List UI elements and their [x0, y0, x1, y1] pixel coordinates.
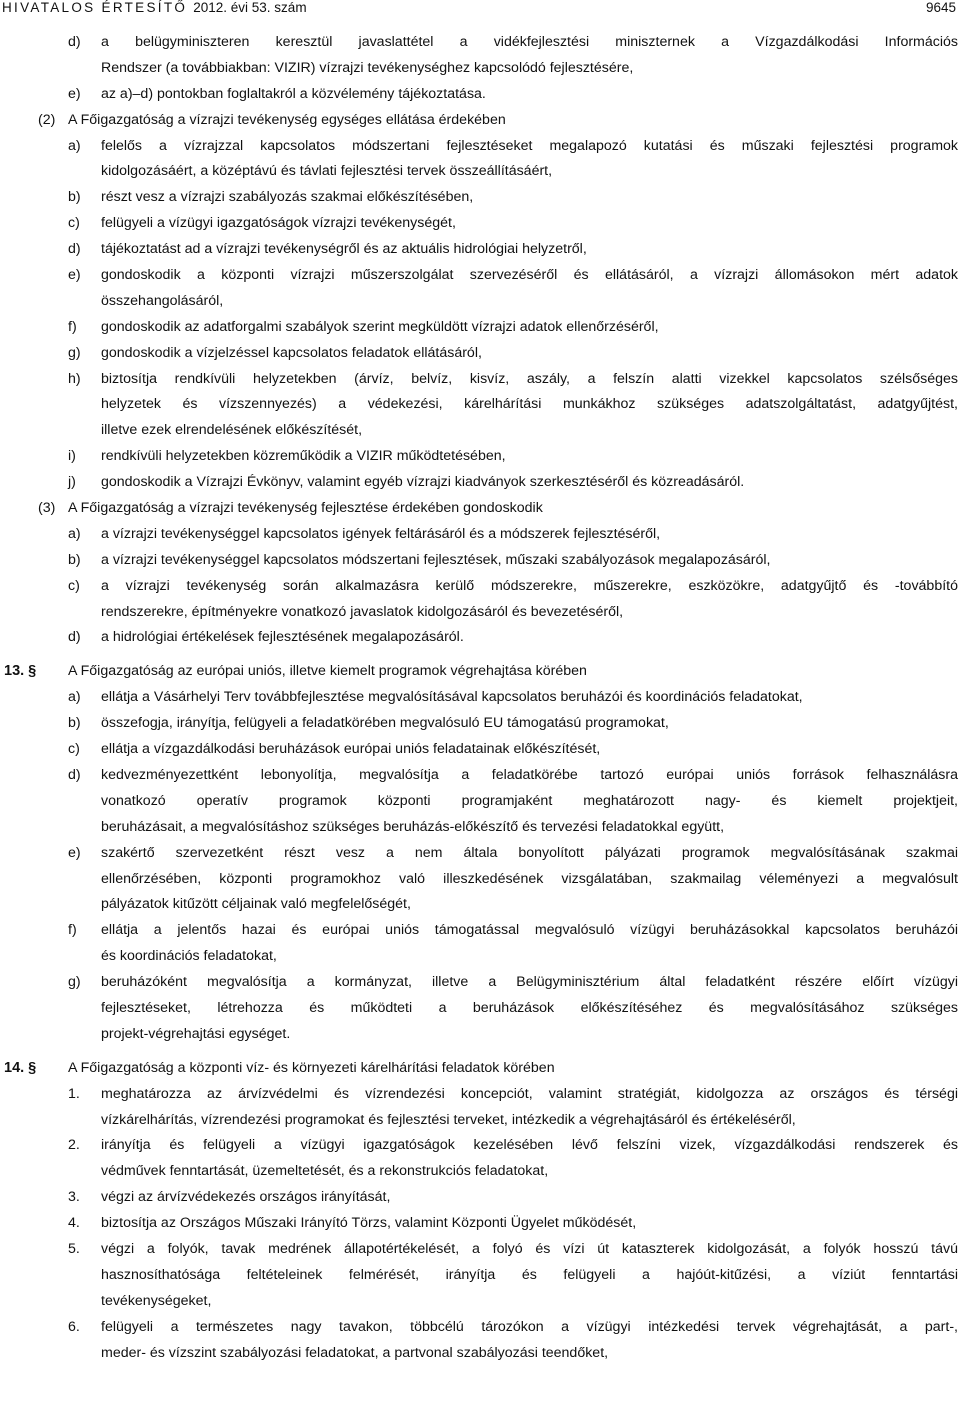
line-text: a vízrajzi tevékenységgel kapcsolatos igények feltárásáról és a módszerek fejlesztéséről,: [101, 525, 661, 542]
text-line: [0, 289, 960, 315]
text-line: [0, 159, 960, 185]
text-line: [0, 892, 960, 918]
line-text: összehangolásáról,: [101, 292, 224, 309]
text-line: [0, 134, 960, 160]
line-text: kidolgozásáért, a középtávú és távlati fejlesztési tervek összeállításáért,: [101, 163, 553, 180]
line-text: gondoskodik a Vízrajzi Évkönyv, valamint egyéb vízrajzi kiadványok szerkesztéséről és közreadásáról.: [101, 474, 745, 491]
text-line: [0, 737, 960, 763]
item-marker: g): [68, 344, 81, 361]
item-marker: d): [68, 241, 81, 258]
item-marker: 3.: [68, 1189, 80, 1206]
line-text: a belügyminiszteren keresztül javaslattétel a vidékfejlesztési miniszternek a Vízgazdálkodási Információs: [101, 34, 958, 50]
text-line: [0, 470, 960, 496]
text-line: [0, 1108, 960, 1134]
line-text: végzi az árvízvédekezés országos irányítását,: [101, 1189, 391, 1206]
line-text: meghatározza az árvízvédelmi és vízrendezési koncepciót, valamint stratégiát, kidolgozza az országos és térségi: [101, 1085, 958, 1102]
document-body: [0, 30, 960, 1366]
line-text: és koordinációs feladatokat,: [101, 948, 277, 965]
line-text: felelős a vízrajzzal kapcsolatos módszertani fejlesztéseket megalapozó kutatási és műszaki fejlesztési programok: [101, 137, 958, 154]
text-line: [0, 1237, 960, 1263]
page-number: 9645: [925, 0, 956, 15]
line-text: A Főigazgatóság az európai uniós, illetve kiemelt programok végrehajtása körében: [68, 663, 587, 680]
item-marker: e): [68, 267, 81, 284]
text-line: [0, 763, 960, 789]
line-text: irányítja és felügyeli a vízügyi igazgatóságok kezelésében lévő felszíni vizek, vízgazdálkodási rendszerek és: [101, 1137, 958, 1154]
item-marker: 2.: [68, 1137, 80, 1154]
text-line: [0, 444, 960, 470]
item-marker: f): [68, 922, 77, 939]
text-line: [0, 918, 960, 944]
text-line: [0, 211, 960, 237]
text-line: [0, 867, 960, 893]
line-text: illetve ezek elrendelésének előkészítését,: [101, 422, 363, 439]
item-marker: b): [68, 189, 81, 206]
text-line: [0, 815, 960, 841]
text-line: [0, 1022, 960, 1048]
text-line: [0, 367, 960, 393]
item-marker: 5.: [68, 1240, 80, 1257]
text-line: [0, 1263, 960, 1289]
text-line: [0, 970, 960, 996]
line-text: szakértő szervezetként részt vesz a nem általa bonyolított pályázati programok megvalósításának szakmai: [101, 844, 958, 861]
line-text: gondoskodik az adatforgalmi szabályok szerint megküldött vízrajzi adatok ellenőrzéséről,: [101, 318, 659, 335]
line-text: végzi a folyók, tavak medrének állapotértékelését, a folyó és vízi út kataszterek kidolgozását, a folyók hosszú távú: [101, 1240, 958, 1257]
line-text: vonatkozó operatív programok központi programjaként meghatározott nagy- és kiemelt projektjeit,: [101, 792, 958, 809]
text-line: [0, 1159, 960, 1185]
line-text: pályázatok kitűzött céljainak való megfelelőségét,: [101, 896, 411, 913]
text-line: [0, 392, 960, 418]
line-text: gondoskodik a vízjelzéssel kapcsolatos feladatok ellátásáról,: [101, 344, 482, 361]
line-text: a vízrajzi tevékenységgel kapcsolatos módszertani fejlesztések, műszaki szabályozások megalapozásáról,: [101, 551, 771, 568]
text-line: [0, 315, 960, 341]
item-marker: c): [68, 215, 80, 232]
item-marker: f): [68, 318, 77, 335]
issue-number: 2012. évi 53. szám: [193, 0, 307, 15]
line-text: összefogja, irányítja, felügyeli a feladatkörében megvalósuló EU támogatású programokat,: [101, 715, 669, 732]
text-line: [0, 996, 960, 1022]
item-marker: j): [68, 474, 76, 491]
line-text: projekt-végrehajtási egységet.: [101, 1025, 291, 1042]
line-text: biztosítja rendkívüli helyzetekben (árvíz, belvíz, kisvíz, aszály, a felszín alatti vizekkel kapcsolatos szélsőséges: [101, 370, 958, 387]
item-marker: 1.: [68, 1085, 80, 1102]
line-text: a vízrajzi tevékenység során alkalmazásra kerülő módszerekre, műszerekre, eszközökre, adatgyűjtő és -továbbító: [101, 577, 958, 594]
item-marker: e): [68, 85, 81, 102]
text-line: [0, 496, 960, 522]
section-number: 14. §: [4, 1059, 37, 1076]
item-marker: d): [68, 34, 81, 50]
line-text: az a)–d) pontokban foglaltakról a közvélemény tájékoztatása.: [101, 85, 486, 102]
page-header: [0, 0, 960, 20]
text-line: [0, 108, 960, 134]
line-text: vízkárelhárítás, vízrendezési programokat és fejlesztési terveket, intézkedik a végrehajtásáról és értékeléséről,: [101, 1111, 796, 1128]
text-line: [0, 30, 960, 56]
line-text: biztosítja az Országos Műszaki Irányító Törzs, valamint Központi Ügyelet működését,: [101, 1215, 637, 1232]
line-text: helyzetek és vízszennyezés) a védekezési, kárelhárítási munkákhoz szükséges adatszolgáltatást, adatgyűjtést,: [101, 396, 958, 413]
text-line: [0, 418, 960, 444]
item-marker: a): [68, 137, 81, 154]
text-line: [0, 185, 960, 211]
text-line: [0, 1082, 960, 1108]
line-text: felügyeli a vízügyi igazgatóságok vízrajzi tevékenységét,: [101, 215, 456, 232]
text-line: [0, 1315, 960, 1341]
section-heading: [0, 659, 960, 685]
item-marker: c): [68, 577, 80, 594]
item-marker: b): [68, 551, 81, 568]
text-line: [0, 56, 960, 82]
item-marker: (3): [38, 500, 56, 517]
text-line: [0, 944, 960, 970]
line-text: A Főigazgatóság a vízrajzi tevékenység fejlesztése érdekében gondoskodik: [68, 500, 543, 517]
line-text: rendkívüli helyzetekben közreműködik a VIZIR működtetésében,: [101, 448, 506, 465]
item-marker: a): [68, 689, 81, 706]
line-text: ellátja a Vásárhelyi Terv továbbfejlesztése megvalósításával kapcsolatos beruházói és koordinációs feladatokat,: [101, 689, 803, 706]
line-text: beruházóként megvalósítja a kormányzat, illetve a Belügyminisztérium által feladatként részére előírt vízügyi: [101, 974, 958, 991]
item-marker: e): [68, 844, 81, 861]
line-text: gondoskodik a központi vízrajzi műszerszolgálat szervezéséről és ellátásáról, a vízrajzi állomásokon mért adatok: [101, 267, 958, 284]
line-text: kedvezményezettként lebonyolítja, megvalósítja a feladatkörébe tartozó európai uniós források felhasználásra: [101, 766, 958, 783]
text-line: [0, 841, 960, 867]
text-line: [0, 82, 960, 108]
text-line: [0, 263, 960, 289]
text-line: [0, 522, 960, 548]
text-line: [0, 711, 960, 737]
item-marker: 6.: [68, 1318, 80, 1335]
section-heading: [0, 1056, 960, 1082]
line-text: A Főigazgatóság a vízrajzi tevékenység egységes ellátása érdekében: [68, 111, 506, 128]
line-text: védművek fenntartását, üzemeltetését, és a rekonstrukciós feladatokat,: [101, 1163, 549, 1180]
item-marker: i): [68, 448, 76, 465]
item-marker: h): [68, 370, 81, 387]
section-number: 13. §: [4, 663, 37, 680]
text-line: [0, 237, 960, 263]
text-line: [0, 789, 960, 815]
line-text: ellátja a jelentős hazai és európai uniós támogatással megvalósuló vízügyi beruházásokkal kapcsolatos beruházói: [101, 922, 958, 939]
journal-title: [2, 0, 307, 15]
section-gap: [0, 1048, 960, 1056]
text-line: [0, 1185, 960, 1211]
item-marker: b): [68, 715, 81, 732]
line-text: rendszerekre, építményekre vonatkozó javaslatok kidolgozásáról és bevezetéséről,: [101, 603, 624, 620]
line-text: tájékoztatást ad a vízrajzi tevékenységről és az aktuális hidrológiai helyzetről,: [101, 241, 587, 258]
item-marker: a): [68, 525, 81, 542]
text-line: [0, 548, 960, 574]
line-text: Rendszer (a továbbiakban: VIZIR) vízrajzi tevékenységhez kapcsolódó fejlesztésére,: [101, 59, 634, 76]
text-line: [0, 1133, 960, 1159]
item-marker: d): [68, 766, 81, 783]
item-marker: (2): [38, 111, 56, 128]
line-text: A Főigazgatóság a központi víz- és környezeti kárelhárítási feladatok körében: [68, 1059, 555, 1076]
journal-name: HIVATALOS ÉRTESÍTŐ: [2, 0, 188, 15]
text-line: [0, 1341, 960, 1367]
item-marker: d): [68, 629, 81, 646]
text-line: [0, 341, 960, 367]
text-line: [0, 1211, 960, 1237]
line-text: fejlesztéseket, létrehozza és működteti a beruházások előkészítéséhez és megvalósításához szükséges: [101, 999, 958, 1016]
text-line: [0, 600, 960, 626]
item-marker: g): [68, 974, 81, 991]
line-text: beruházásait, a megvalósításhoz szükséges beruházás-előkészítő és tervezési feladatokkal együtt,: [101, 818, 725, 835]
item-marker: 4.: [68, 1215, 80, 1232]
item-marker: c): [68, 741, 80, 758]
text-line: [0, 1289, 960, 1315]
text-line: [0, 574, 960, 600]
line-text: ellátja a vízgazdálkodási beruházások európai uniós feladatainak előkészítését,: [101, 741, 601, 758]
text-line: [0, 685, 960, 711]
line-text: tevékenységeket,: [101, 1292, 212, 1309]
line-text: ellenőrzésében, központi programokhoz való illeszkedésének vizsgálatában, szakmailag véleményezi a megvalósult: [101, 870, 958, 887]
line-text: hasznosíthatósága feltételeinek felmérését, irányítja és felügyeli a hajóút-kitűzési, a víziút fenntartási: [101, 1266, 958, 1283]
line-text: részt vesz a vízrajzi szabályozás szakmai előkészítésében,: [101, 189, 474, 206]
line-text: meder- és vízszint szabályozási feladatokat, a partvonal szabályozási teendőket,: [101, 1344, 609, 1361]
section-gap: [0, 651, 960, 659]
line-text: felügyeli a természetes nagy tavakon, többcélú tározókon a vízügyi intézkedési tervek végrehajtását, a part-,: [101, 1318, 958, 1335]
line-text: a hidrológiai értékelések fejlesztésének megalapozásáról.: [101, 629, 464, 646]
text-line: [0, 625, 960, 651]
